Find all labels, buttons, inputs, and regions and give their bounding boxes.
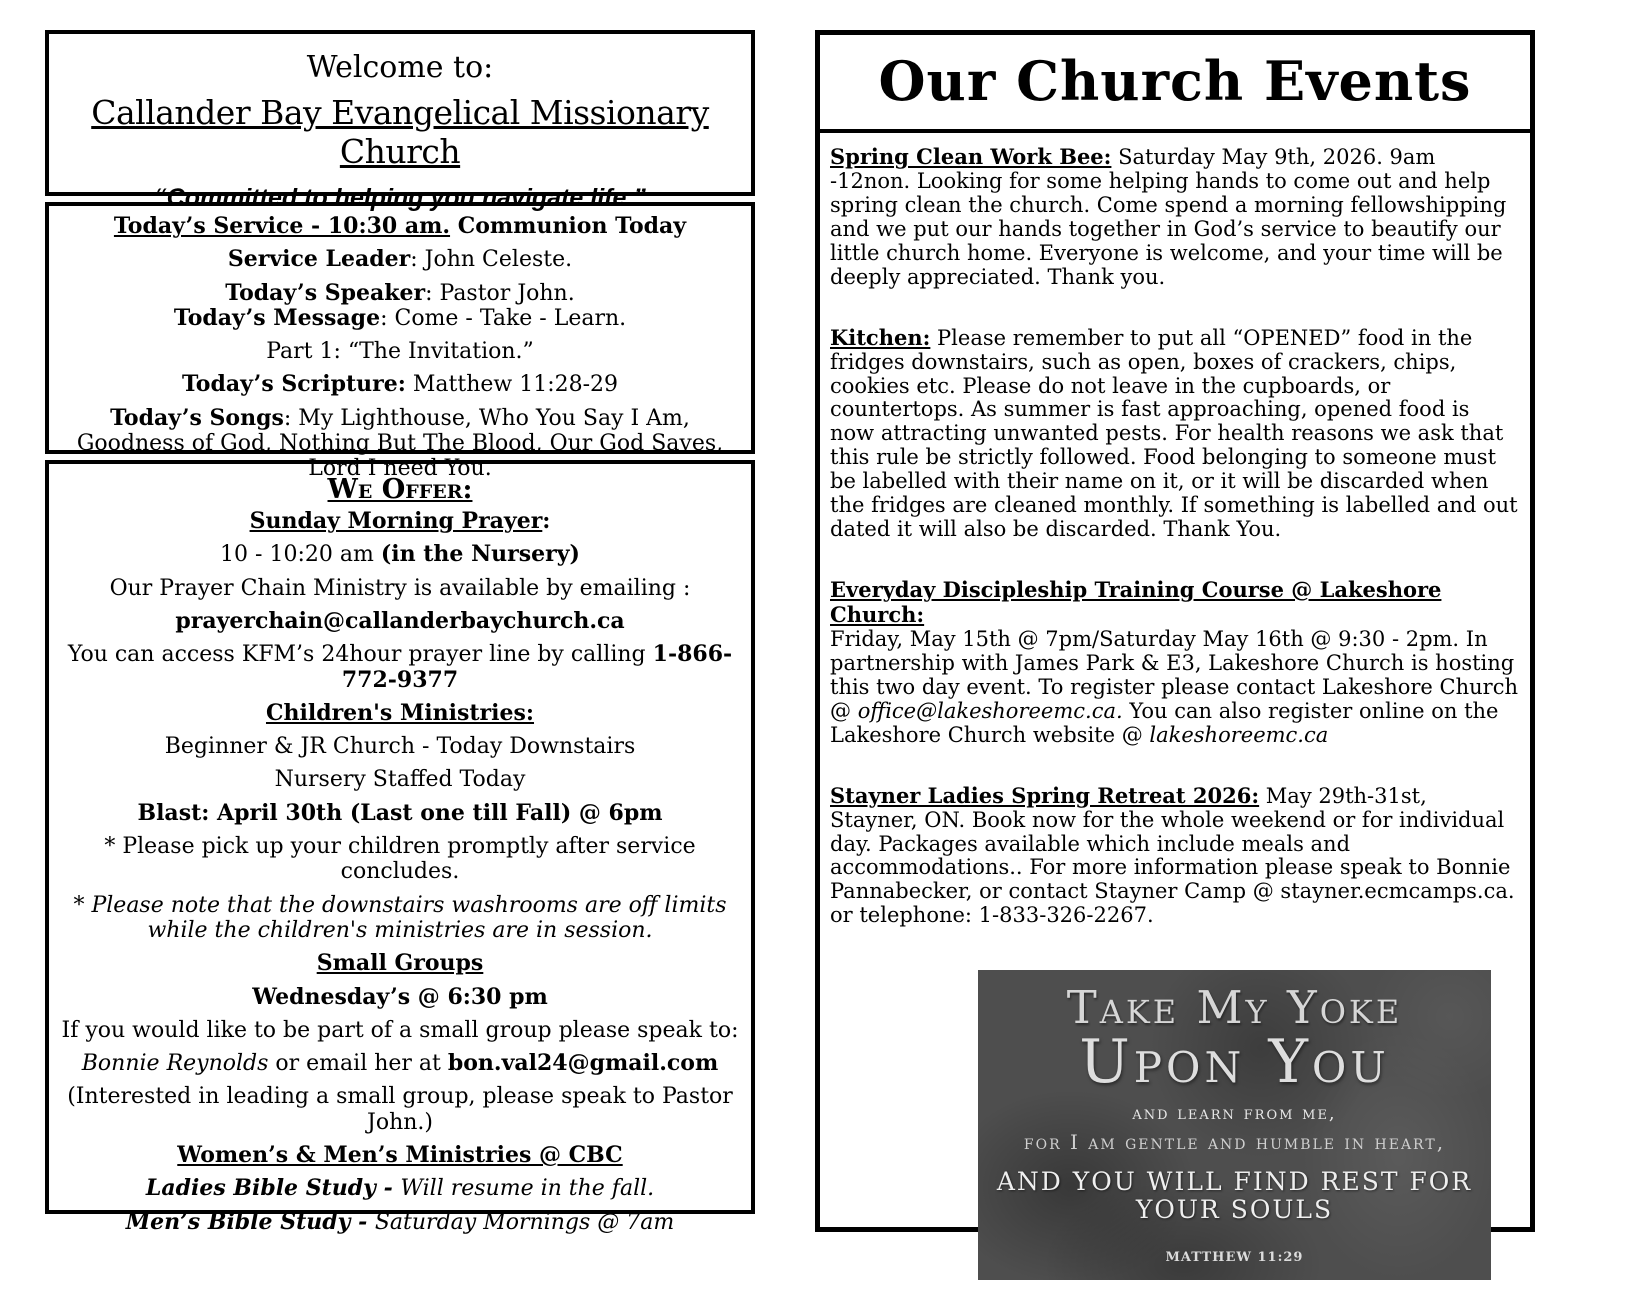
line: Ladies Bible Study - Will resume in the fall.: [145, 1175, 655, 1202]
line: Small Groups: [316, 950, 484, 977]
events-title-bar: [820, 35, 1530, 133]
event: Spring Clean Work Bee: Saturday May 9th, 2026. 9am -12non. Looking for some helping hands to come out and help spring clean the church. Come spend a morning fellowshipping and we put our hands together in God’s service to beautify our little church home. Everyone is welcome, and your time will be deeply appreciated. Thank you.: [830, 144, 1507, 289]
right-bulletin-page: [815, 30, 1535, 1265]
line: Service Leader: John Celeste.: [227, 246, 573, 273]
line: Today’s Service - 10:30 am. Communion Today: [113, 213, 687, 239]
event: Everyday Discipleship Training Course @ Lakeshore Church: Friday, May 15th @ 7pm/Saturday May 16th @ 9:30 - 2pm. In partnership with James Park & E3, Lakeshore Church is hosting this two day event. To register please contact Lakeshore Church @ office@lakeshoreemc.ca. You can also register online on the Lakeshore Church website @ lakeshoreemc.ca: [830, 577, 1518, 747]
events-page-title: Our Church Events: [878, 49, 1472, 113]
welcome-header-box: [45, 30, 755, 212]
line: Today’s Speaker: Pastor John.: [225, 279, 575, 306]
church-name: Callander Bay Evangelical Missionary Church: [91, 93, 709, 171]
scripture-image: [978, 970, 1491, 1280]
line: (Interested in leading a small group, please speak to Pastor John.): [67, 1084, 733, 1135]
scripture-image-line: for I am gentle and humble in heart,: [1023, 1129, 1446, 1154]
line: Nursery Staffed Today: [274, 767, 526, 793]
scripture-image-line: Upon You: [1079, 1027, 1390, 1098]
scripture-image-line: Take My Yoke: [1066, 981, 1403, 1035]
welcome-text: Welcome to:: [306, 50, 494, 85]
events-content: [820, 133, 1530, 1292]
event: Stayner Ladies Spring Retreat 2026: May 29th-31st, Stayner, ON. Book now for the whole weekend or for individual day. Packages available which include meals and accommodations.. For more information please speak to Bonnie Pannabecker, or contact Stayner Camp @ stayner.ecmcamps.ca. or telephone: 1-833-326-2267.: [830, 782, 1515, 928]
line: prayerchain@callanderbaychurch.ca: [175, 607, 625, 634]
line: Blast: April 30th (Last one till Fall) @ 6pm: [137, 799, 663, 826]
todays-service-box: [45, 202, 755, 482]
line: Part 1: “The Invitation.”: [266, 339, 534, 365]
line: * Please note that the downstairs washrooms are off limits while the children's ministries are in session.: [73, 892, 727, 943]
we-offer-title: We Offer:: [327, 474, 473, 505]
we-offer-lines: [61, 509, 739, 1235]
line: Today’s Message: Come - Take - Learn.: [173, 304, 627, 331]
line: * Please pick up your children promptly after service concludes.: [104, 834, 696, 885]
line: Our Prayer Chain Ministry is available by emailing :: [109, 575, 691, 601]
scripture-image-line: and learn from me,: [1132, 1103, 1337, 1125]
service-lines: [59, 214, 741, 482]
line: Men’s Bible Study - Saturday Mornings @ 7am: [125, 1208, 675, 1235]
line: You can access KFM’s 24hour prayer line by calling 1-866-772-9377: [67, 641, 733, 693]
line: Sunday Morning Prayer:: [249, 508, 551, 535]
event: Kitchen: Please remember to put all “OPENED” food in the fridges downstairs, such as open, boxes of crackers, chips, cookies etc. Please do not leave in the cupboards, or countertops. As summer is fast approaching, opened food is now attracting unwanted pests. For health reasons we ask that this rule be strictly followed. Food belonging to someone must be labelled with their name on it, or it will be discarded when the fridges are cleaned monthly. If something is labelled and out dated it will also be discarded. Thank You.: [830, 324, 1518, 542]
line: If you would like to be part of a small group please speak to:: [61, 1017, 739, 1043]
line: Wednesday’s @ 6:30 pm: [252, 983, 548, 1010]
events-list: [830, 145, 1520, 928]
line: Bonnie Reynolds or email her at bon.val24@gmail.com: [81, 1050, 719, 1077]
line: 10 - 10:20 am (in the Nursery): [220, 541, 580, 568]
we-offer-box: [45, 460, 755, 1235]
line: Beginner & JR Church - Today Downstairs: [164, 734, 636, 760]
line: Today’s Scripture: Matthew 11:28-29: [181, 371, 619, 398]
scripture-reference: MATTHEW 11:29: [1165, 1249, 1304, 1265]
line: Today’s Songs: My Lighthouse, Who You Say I Am, Goodness of God, Nothing But The Blood, Our God Saves, Lord I need You.: [76, 404, 724, 482]
line: Women’s & Men’s Ministries @ CBC: [177, 1141, 623, 1168]
left-bulletin-page: [45, 30, 755, 1235]
church-motto: “Committed to helping you navigate life.”: [154, 184, 646, 212]
scripture-image-line: AND YOU WILL FIND REST FOR YOUR SOULS: [996, 1166, 1473, 1224]
line: Children's Ministries:: [265, 699, 535, 726]
